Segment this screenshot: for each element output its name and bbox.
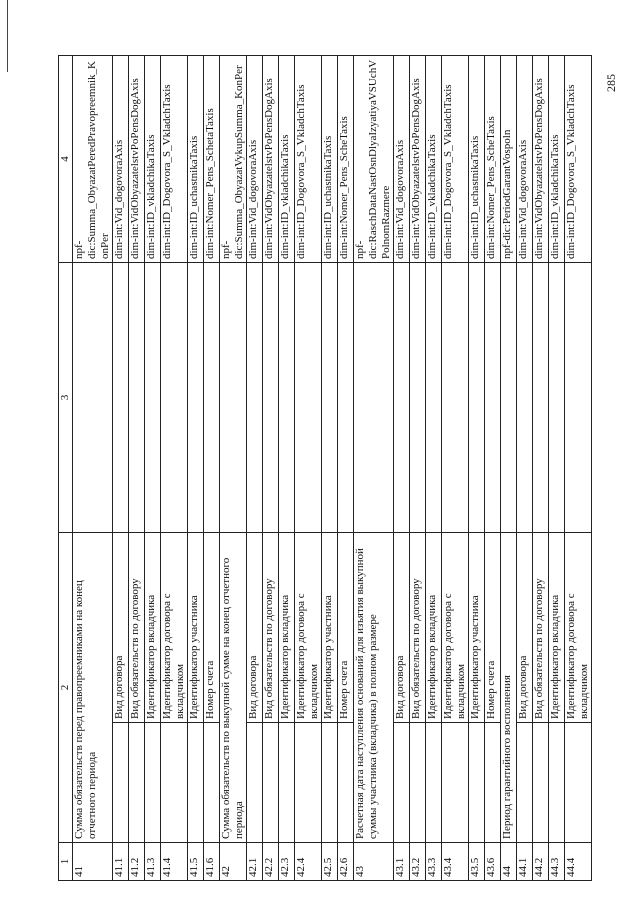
taxonomy-code-cell: dim-int:Vid_dogovoraAxis — [112, 56, 128, 263]
row-number-cell: 42.1 — [246, 843, 262, 881]
taxonomy-code-cell: dim-int:VidObyazatelstvPoPensDogAxis — [128, 56, 144, 263]
taxonomy-code-cell: dim-int:ID_vkladchikaTaxis — [425, 56, 441, 263]
taxonomy-code-cell: npf-dic:Summa_ObyazatVykupSumma_KonPer — [219, 56, 246, 263]
indicator-name-cell — [246, 723, 262, 843]
description-cell — [468, 263, 484, 533]
dimension-name-cell: Номер счета — [203, 533, 219, 723]
dimension-name-cell: Вид договора — [112, 533, 128, 723]
indicator-name-cell — [160, 723, 187, 843]
description-cell — [112, 263, 128, 533]
table-row — [203, 56, 219, 881]
table-row — [246, 56, 262, 881]
description-cell — [187, 263, 203, 533]
taxonomy-code-cell: dim-int:ID_uchastnikaTaxis — [468, 56, 484, 263]
taxonomy-code-cell: dim-int:Vid_dogovoraAxis — [393, 56, 409, 263]
description-cell — [262, 263, 278, 533]
table-row — [532, 56, 548, 881]
taxonomy-code-cell: dim-int:ID_Dogovora_S_VkladchTaxis — [294, 56, 321, 263]
table-row — [112, 56, 128, 881]
taxonomy-code-cell: dim-int:ID_Dogovora_S_VkladchTaxis — [564, 56, 591, 263]
description-cell — [144, 263, 160, 533]
indicator-name-cell — [484, 723, 500, 843]
indicator-name-cell — [564, 723, 591, 843]
row-number-cell: 44.3 — [548, 843, 564, 881]
dimension-name-cell: Идентификатор вкладчика — [425, 533, 441, 723]
description-cell — [337, 263, 353, 533]
table-row — [564, 56, 591, 881]
dimension-name-cell: Вид договора — [516, 533, 532, 723]
taxonomy-code-cell: dim-int:VidObyazatelstvPoPensDogAxis — [532, 56, 548, 263]
row-number-cell: 42.6 — [337, 843, 353, 881]
taxonomy-code-cell: dim-int:ID_uchastnikaTaxis — [187, 56, 203, 263]
table-row — [353, 56, 393, 881]
description-cell — [500, 263, 516, 533]
description-cell — [128, 263, 144, 533]
header-cell-3: 3 — [59, 263, 73, 533]
description-cell — [532, 263, 548, 533]
row-number-cell: 42 — [219, 843, 246, 881]
taxonomy-code-cell: dim-int:ID_vkladchikaTaxis — [144, 56, 160, 263]
dimension-name-cell: Вид договора — [246, 533, 262, 723]
row-number-cell: 43 — [353, 843, 393, 881]
indicator-name-cell — [128, 723, 144, 843]
table-row — [516, 56, 532, 881]
table-row — [484, 56, 500, 881]
taxonomy-table — [58, 55, 592, 881]
table-row — [187, 56, 203, 881]
indicator-name-cell — [468, 723, 484, 843]
dimension-name-cell: Идентификатор вкладчика — [278, 533, 294, 723]
description-cell — [484, 263, 500, 533]
dimension-name-cell: Номер счета — [337, 533, 353, 723]
table-row — [321, 56, 337, 881]
table-row — [160, 56, 187, 881]
indicator-name-cell — [262, 723, 278, 843]
row-number-cell: 44.4 — [564, 843, 591, 881]
description-cell — [160, 263, 187, 533]
taxonomy-code-cell: dim-int:ID_uchastnikaTaxis — [321, 56, 337, 263]
indicator-name-cell — [393, 723, 409, 843]
table-row — [468, 56, 484, 881]
row-number-cell: 41.1 — [112, 843, 128, 881]
table-row — [425, 56, 441, 881]
description-cell — [393, 263, 409, 533]
description-cell — [516, 263, 532, 533]
description-cell — [353, 263, 393, 533]
dimension-name-cell: Вид обязательств по договору — [262, 533, 278, 723]
taxonomy-code-cell: dim-int:Nomer_Pens_SchetaTaxis — [203, 56, 219, 263]
row-number-cell: 42.2 — [262, 843, 278, 881]
description-cell — [321, 263, 337, 533]
description-cell — [548, 263, 564, 533]
row-number-cell: 41.5 — [187, 843, 203, 881]
header-cell-2: 2 — [59, 533, 73, 843]
description-cell — [246, 263, 262, 533]
dimension-name-cell: Номер счета — [484, 533, 500, 723]
scan-edge-line — [7, 0, 8, 72]
rotated-page-content — [58, 56, 592, 881]
dimension-name-cell: Вид обязательств по договору — [532, 533, 548, 723]
page-number: 285 — [604, 74, 618, 92]
dimension-name-cell: Вид договора — [393, 533, 409, 723]
taxonomy-code-cell: dim-int:Vid_dogovoraAxis — [246, 56, 262, 263]
table-row — [294, 56, 321, 881]
taxonomy-code-cell: npf-dic:PeriodGarantVospoln — [500, 56, 516, 263]
indicator-name-cell — [144, 723, 160, 843]
header-cell-1: 1 — [59, 843, 73, 881]
dimension-name-cell: Идентификатор участника — [321, 533, 337, 723]
dimension-name-cell: Идентификатор договора с вкладчиком — [294, 533, 321, 723]
table-row — [548, 56, 564, 881]
indicator-name-cell — [337, 723, 353, 843]
indicator-name-cell: Расчетная дата наступления оснований для изъятия выкупной суммы участника (вкладчика) в полном размере — [353, 533, 393, 843]
description-cell — [278, 263, 294, 533]
row-number-cell: 43.4 — [441, 843, 468, 881]
taxonomy-code-cell: dim-int:ID_Dogovora_S_VkladchTaxis — [160, 56, 187, 263]
taxonomy-code-cell: npf-dic:Summa_ObyazatPeredPravopreemnik_KonPer — [73, 56, 113, 263]
row-number-cell: 43.5 — [468, 843, 484, 881]
dimension-name-cell: Вид обязательств по договору — [409, 533, 425, 723]
dimension-name-cell: Идентификатор участника — [468, 533, 484, 723]
description-cell — [73, 263, 113, 533]
header-row — [59, 56, 73, 881]
indicator-name-cell: Период гарантийного восполнения — [500, 533, 516, 843]
dimension-name-cell: Идентификатор вкладчика — [144, 533, 160, 723]
indicator-name-cell — [532, 723, 548, 843]
table-row — [219, 56, 246, 881]
description-cell — [203, 263, 219, 533]
table-row — [262, 56, 278, 881]
taxonomy-code-cell: dim-int:VidObyazatelstvPoPensDogAxis — [409, 56, 425, 263]
row-number-cell: 44.2 — [532, 843, 548, 881]
indicator-name-cell — [112, 723, 128, 843]
row-number-cell: 44 — [500, 843, 516, 881]
table-row — [73, 56, 113, 881]
dimension-name-cell: Идентификатор участника — [187, 533, 203, 723]
taxonomy-code-cell: npf-dic:RaschDataNastOsnDlyaIzyatiyaVSUchVPolnomRazmere — [353, 56, 393, 263]
taxonomy-code-cell: dim-int:Nomer_Pens_ScheTaxis — [337, 56, 353, 263]
row-number-cell: 42.4 — [294, 843, 321, 881]
description-cell — [219, 263, 246, 533]
table-row — [393, 56, 409, 881]
taxonomy-code-cell: dim-int:VidObyazatelstvPoPensDogAxis — [262, 56, 278, 263]
dimension-name-cell: Идентификатор вкладчика — [548, 533, 564, 723]
dimension-name-cell: Вид обязательств по договору — [128, 533, 144, 723]
dimension-name-cell: Идентификатор договора с вкладчиком — [160, 533, 187, 723]
row-number-cell: 41.3 — [144, 843, 160, 881]
indicator-name-cell — [294, 723, 321, 843]
indicator-name-cell — [409, 723, 425, 843]
taxonomy-code-cell: dim-int:ID_vkladchikaTaxis — [548, 56, 564, 263]
indicator-name-cell — [203, 723, 219, 843]
table-body — [73, 56, 592, 881]
row-number-cell: 41.2 — [128, 843, 144, 881]
description-cell — [425, 263, 441, 533]
indicator-name-cell — [516, 723, 532, 843]
taxonomy-code-cell: dim-int:ID_Dogovora_S_VkladchTaxis — [441, 56, 468, 263]
table-row — [278, 56, 294, 881]
indicator-name-cell: Сумма обязательств по выкупной сумме на конец отчетного периода — [219, 533, 246, 843]
dimension-name-cell: Идентификатор договора с вкладчиком — [441, 533, 468, 723]
indicator-name-cell — [278, 723, 294, 843]
description-cell — [294, 263, 321, 533]
table-row — [500, 56, 516, 881]
indicator-name-cell — [187, 723, 203, 843]
row-number-cell: 43.2 — [409, 843, 425, 881]
header-cell-4: 4 — [59, 56, 73, 263]
indicator-name-cell — [441, 723, 468, 843]
row-number-cell: 42.5 — [321, 843, 337, 881]
table-row — [144, 56, 160, 881]
table-row — [337, 56, 353, 881]
row-number-cell: 43.1 — [393, 843, 409, 881]
taxonomy-code-cell: dim-int:Vid_dogovoraAxis — [516, 56, 532, 263]
row-number-cell: 41 — [73, 843, 113, 881]
description-cell — [441, 263, 468, 533]
table-row — [128, 56, 144, 881]
row-number-cell: 43.3 — [425, 843, 441, 881]
description-cell — [409, 263, 425, 533]
indicator-name-cell — [548, 723, 564, 843]
indicator-name-cell — [425, 723, 441, 843]
row-number-cell: 41.6 — [203, 843, 219, 881]
description-cell — [564, 263, 591, 533]
taxonomy-code-cell: dim-int:ID_vkladchikaTaxis — [278, 56, 294, 263]
table-row — [441, 56, 468, 881]
row-number-cell: 43.6 — [484, 843, 500, 881]
row-number-cell: 41.4 — [160, 843, 187, 881]
taxonomy-code-cell: dim-int:Nomer_Pens_ScheTaxis — [484, 56, 500, 263]
indicator-name-cell — [321, 723, 337, 843]
row-number-cell: 44.1 — [516, 843, 532, 881]
dimension-name-cell: Идентификатор договора с вкладчиком — [564, 533, 591, 723]
table-row — [409, 56, 425, 881]
indicator-name-cell: Сумма обязательств перед правопреемниками на конец отчетного периода — [73, 533, 113, 843]
row-number-cell: 42.3 — [278, 843, 294, 881]
